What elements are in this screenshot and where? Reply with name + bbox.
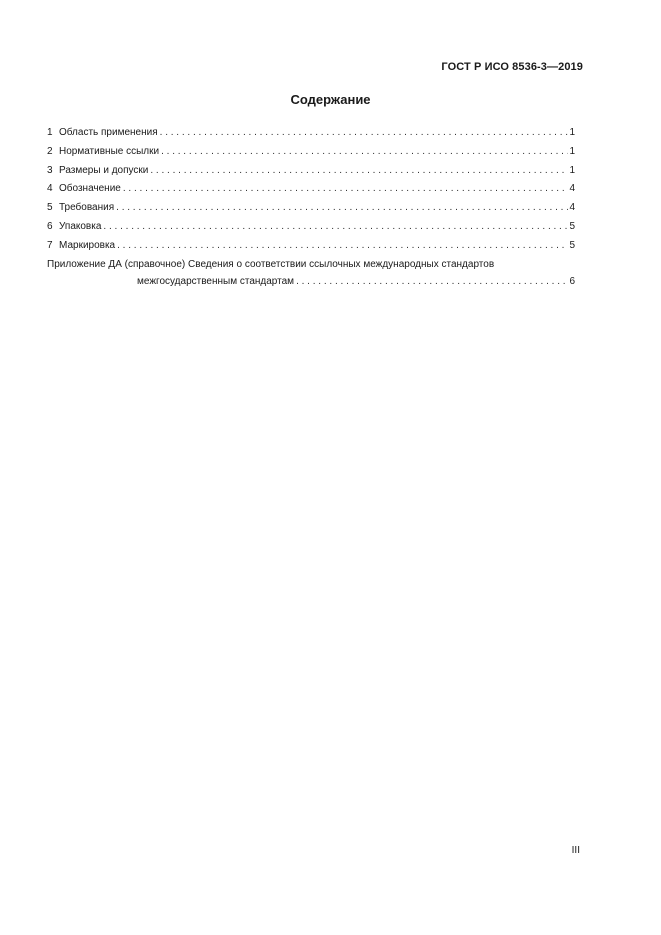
toc-entry[interactable]: [47, 143, 575, 162]
toc-leader-dots: [123, 180, 569, 199]
toc-entry-number: 7: [47, 239, 53, 251]
page-number: III: [571, 845, 580, 856]
toc-entry-label: Область применения: [59, 127, 158, 138]
toc-entry-number: 4: [47, 183, 53, 195]
toc-entry-page: 1: [569, 127, 575, 138]
toc-leader-dots: [116, 199, 568, 218]
toc-entry-page: 1: [569, 164, 575, 176]
document-code: ГОСТ Р ИСО 8536-3—2019: [441, 61, 583, 73]
toc-leader-dots: [150, 162, 568, 181]
table-of-contents: [47, 124, 575, 290]
toc-leader-dots: [160, 124, 569, 143]
toc-entry-label: Упаковка: [59, 220, 102, 232]
toc-entry[interactable]: [47, 124, 575, 143]
toc-title: Содержание: [290, 92, 371, 107]
toc-entry-label: Нормативные ссылки: [59, 145, 160, 157]
appendix-title: Приложение ДА (справочное) Сведения о соответствии ссылочных международных стандартов: [47, 258, 495, 270]
toc-leader-dots: [296, 273, 568, 290]
toc-entry-number: 6: [47, 220, 53, 232]
toc-entry-label: Обозначение: [59, 183, 121, 195]
toc-entry-label: Размеры и допуски: [59, 164, 149, 176]
toc-entry-page: 1: [569, 145, 575, 157]
toc-entry-label: Маркировка: [59, 239, 116, 251]
toc-entry-label: Требования: [59, 202, 115, 214]
toc-entry-page: 5: [569, 220, 575, 232]
toc-entry[interactable]: [47, 162, 575, 181]
toc-entry[interactable]: [47, 180, 575, 199]
toc-leader-dots: [161, 143, 568, 162]
toc-entry-number: 5: [47, 202, 53, 214]
toc-entry-page: 4: [569, 183, 575, 195]
toc-entry[interactable]: [47, 218, 575, 237]
toc-entry-number: 2: [47, 145, 53, 157]
toc-leader-dots: [103, 218, 568, 237]
toc-entry-number: 1: [47, 127, 53, 138]
appendix-title-line2: межгосударственным стандартам: [137, 275, 295, 287]
toc-entry[interactable]: [47, 237, 575, 256]
toc-entry-page: 5: [569, 239, 575, 251]
toc-appendix-entry[interactable]: [47, 256, 575, 290]
appendix-title-continuation: [47, 273, 575, 290]
toc-entry-number: 3: [47, 164, 53, 176]
appendix-page: 6: [569, 275, 575, 287]
toc-leader-dots: [117, 237, 568, 256]
toc-entry[interactable]: [47, 199, 575, 218]
toc-entry-page: 4: [569, 202, 575, 214]
